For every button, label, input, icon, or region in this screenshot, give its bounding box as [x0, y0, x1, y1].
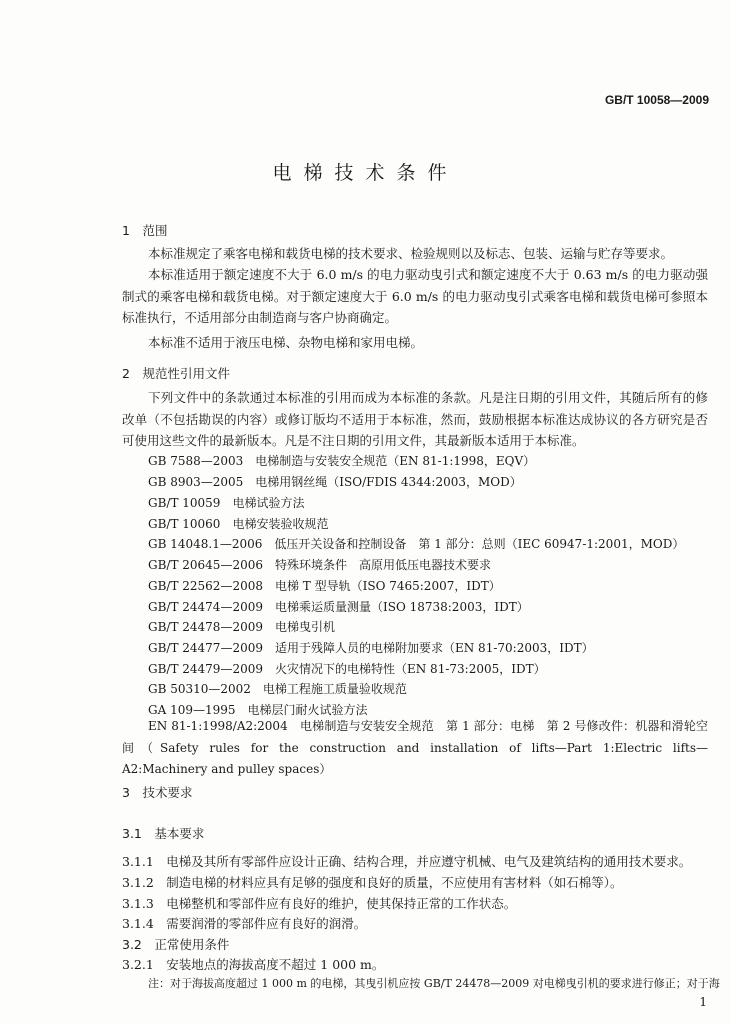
section-2-heading: 2 规范性引用文件	[122, 366, 230, 381]
clause-3-1-2: 3.1.2 制造电梯的材料应具有足够的强度和良好的质量，不应使用有害材料（如石棉等）。	[122, 875, 623, 890]
reference-item: GB/T 10059 电梯试验方法	[148, 496, 305, 510]
reference-item: GB/T 20645—2006 特殊环境条件 高原用低压电器技术要求	[148, 558, 491, 572]
page-number: 1	[699, 995, 707, 1009]
reference-item: GB 7588—2003 电梯制造与安装安全规范（EN 81-1:1998，EQV）	[148, 454, 536, 468]
reference-item: GA 109—1995 电梯层门耐火试验方法	[148, 703, 368, 717]
section-1-heading: 1 范围	[122, 223, 168, 238]
reference-item: GB/T 24477—2009 适用于残障人员的电梯附加要求（EN 81-70:2003，IDT）	[148, 641, 594, 655]
clause-3-2-1: 3.2.1 安装地点的海拔高度不超过 1 000 m。	[122, 957, 385, 972]
clause-3-1-3: 3.1.3 电梯整机和零部件应有良好的维护，使其保持正常的工作状态。	[122, 896, 517, 911]
standard-number: GB/T 10058—2009	[604, 93, 709, 107]
reference-item: GB/T 24474—2009 电梯乘运质量测量（ISO 18738:2003，IDT）	[148, 600, 529, 614]
subsection-3-1-heading: 3.1 基本要求	[122, 826, 205, 841]
clause-3-1-1: 3.1.1 电梯及其所有零部件应设计正确、结构合理，并应遵守机械、电气及建筑结构的通用技术要求。	[122, 854, 692, 869]
section-3-heading: 3 技术要求	[122, 785, 193, 800]
reference-item: GB/T 24478—2009 电梯曳引机	[148, 620, 335, 634]
section-2-intro: 下列文件中的条款通过本标准的引用而成为本标准的条款。凡是注日期的引用文件，其随后所有的修改单（不包括勘误的内容）或修订版均不适用于本标准，然而，鼓励根据本标准达成协议的各方研究是否可使用这些文件的最新版本。凡是不注日期的引用文件，其最新版本适用于本标准。	[122, 390, 708, 448]
section-1-para-2: 本标准适用于额定速度不大于 6.0 m/s 的电力驱动曳引式和额定速度不大于 0.63 m/s 的电力驱动强制式的乘客电梯和载货电梯。对于额定速度大于 6.0 m/s 的电力驱动曳引式乘客电梯和载货电梯可参照本标准执行，不适用部分由制造商与客户协商确定。	[122, 267, 708, 325]
subsection-3-2-heading: 3.2 正常使用条件	[122, 937, 230, 952]
reference-item: GB 50310—2002 电梯工程施工质量验收规范	[148, 682, 407, 696]
reference-item: GB/T 10060 电梯安装验收规范	[148, 517, 329, 531]
clause-3-1-4: 3.1.4 需要润滑的零部件应有良好的润滑。	[122, 916, 367, 931]
section-1-para-3: 本标准不适用于液压电梯、杂物电梯和家用电梯。	[148, 335, 424, 350]
reference-item-en81: EN 81-1:1998/A2:2004 电梯制造与安装安全规范 第 1 部分：电梯 第 2 号修改件：机器和滑轮空间（Safety rules for the construction and installation of lifts—Part 1:Electric lifts—A2:Machinery and pulley spaces）	[122, 719, 708, 776]
reference-item: GB 14048.1—2006 低压开关设备和控制设备 第 1 部分：总则（IEC 60947-1:2001，MOD）	[148, 537, 685, 551]
reference-item: GB/T 22562—2008 电梯 T 型导轨（ISO 7465:2007，IDT）	[148, 579, 501, 593]
note: 注：对于海拔高度超过 1 000 m 的电梯，其曳引机应按 GB/T 24478—2009 对电梯曳引机的要求进行修正；对于海	[148, 977, 720, 990]
reference-item: GB 8903—2005 电梯用钢丝绳（ISO/FDIS 4344:2003，MOD）	[148, 475, 522, 489]
section-1-para-1: 本标准规定了乘客电梯和载货电梯的技术要求、检验规则以及标志、包装、运输与贮存等要求。	[148, 246, 674, 261]
reference-item: GB/T 24479—2009 火灾情况下的电梯特性（EN 81-73:2005，IDT）	[148, 662, 546, 676]
document-title: 电梯技术条件	[272, 162, 459, 184]
